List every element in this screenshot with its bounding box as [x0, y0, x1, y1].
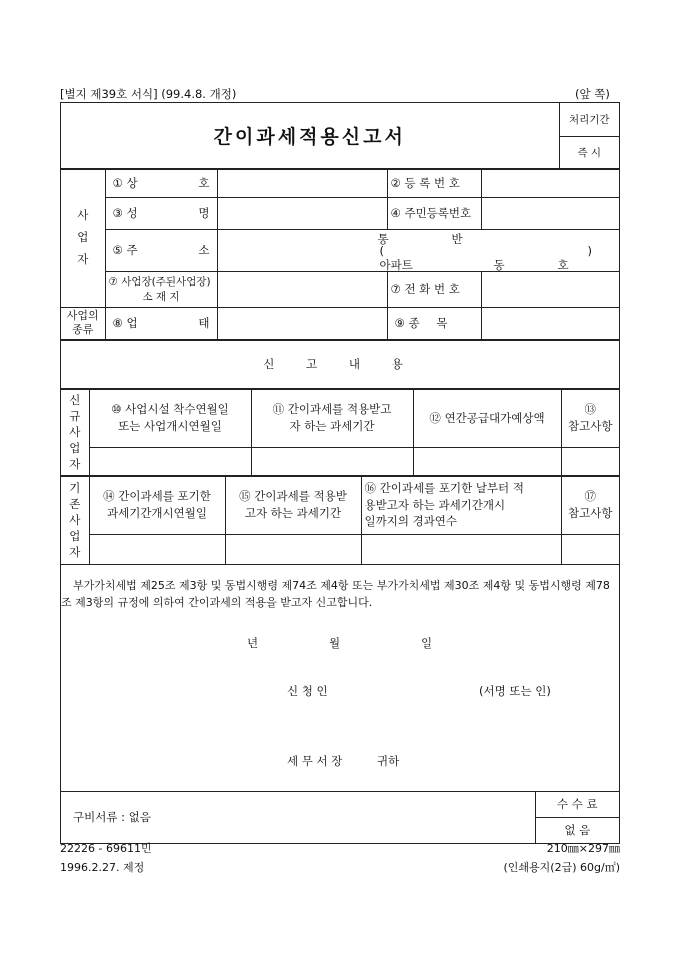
declaration-statement: 부가가치세법 제25조 제3항 및 동법시행령 제74조 제4항 또는 부가가치세법 제30조 제4항 및 동법시행령 제78조 제3항의 규정에 의하여 간이과세의 적용을 받고자 신고합니다.	[61, 578, 610, 610]
address-field[interactable]: 통 반 ( ) 아파트 동 호	[217, 229, 619, 271]
existing-business-section	[61, 476, 619, 565]
declaration-area	[61, 565, 619, 792]
report-content-heading	[61, 340, 619, 389]
business-location-field[interactable]	[217, 271, 387, 307]
date-day-label: 일	[421, 635, 433, 650]
target-period-field[interactable]	[225, 534, 361, 564]
date-year-label: 년	[247, 635, 259, 650]
report-form	[60, 102, 620, 844]
phone-label: ⑦ 전 화 번 호	[387, 271, 481, 307]
existing-reference-field[interactable]	[561, 534, 619, 564]
business-category-field[interactable]	[217, 307, 387, 339]
processing-period-value: 즉 시	[559, 136, 619, 168]
representative-name-field[interactable]	[217, 197, 387, 229]
registration-number-field[interactable]	[481, 169, 619, 197]
existing-business-section-label: 기 존 사 업 자	[61, 476, 89, 564]
elapsed-years-field[interactable]	[361, 534, 561, 564]
honorific-label: 귀하	[377, 753, 400, 768]
expected-supply-header: ⑫ 연간공급대가예상액	[413, 389, 561, 447]
elapsed-years-header: ⑯ 간이과세를 포기한 날부터 적 용받고자 하는 과세기간개시 일까지의 경과연수	[361, 476, 561, 534]
reference-field[interactable]	[561, 447, 619, 475]
start-date-header: ⑩ 사업시설 착수연월일 또는 사업개시연월일	[89, 389, 251, 447]
phone-field[interactable]	[481, 271, 619, 307]
paper-spec: (인쇄용지(2급) 60g/㎡)	[503, 861, 620, 874]
applicable-period-header: ⑪ 간이과세를 적용받고 자 하는 과세기간	[251, 389, 413, 447]
registration-number-label: ② 등 록 번 호	[387, 169, 481, 197]
processing-period-label: 처리기간	[559, 103, 619, 136]
page-side-label: (앞 쪽)	[575, 87, 610, 101]
business-item-field[interactable]	[481, 307, 619, 339]
form-reference: [별지 제39호 서식] (99.4.8. 개정)	[60, 87, 237, 101]
waiver-period-header: ⑭ 간이과세를 포기한 과세기간개시연월일	[89, 476, 225, 534]
fee-value: 없 음	[535, 818, 619, 843]
fee-label: 수 수 료	[535, 792, 619, 818]
business-location-label: ⑦ 사업장(주된사업장) 소 재 지	[105, 271, 217, 307]
enactment-date: 1996.2.27. 제정	[60, 861, 145, 874]
business-item-label: ⑨ 종 목	[387, 307, 481, 339]
expected-supply-field[interactable]	[413, 447, 561, 475]
date-month-label: 월	[329, 635, 341, 650]
target-period-header: ⑮ 간이과세를 적용받 고자 하는 과세기간	[225, 476, 361, 534]
attachments-label: 구비서류 : 없음	[73, 810, 151, 824]
business-category-label: ⑧ 업 태	[105, 307, 217, 339]
title-block	[61, 103, 619, 169]
attachments-fee-row	[61, 792, 619, 843]
resident-number-label: ④ 주민등록번호	[387, 197, 481, 229]
trade-name-label: ① 상 호	[105, 169, 217, 197]
new-business-section-label: 신 규 사 업 자	[61, 389, 89, 475]
business-section-label: 사 업 자	[61, 169, 105, 307]
applicant-label: 신 청 인	[287, 683, 328, 698]
representative-name-label: ③ 성 명	[105, 197, 217, 229]
paper-size: 210㎜×297㎜	[546, 842, 620, 855]
address-label: ⑤ 주 소	[105, 229, 217, 271]
trade-name-field[interactable]	[217, 169, 387, 197]
tax-office-label: 세 무 서 장	[287, 753, 343, 768]
form-code: 22226 - 69611민	[60, 842, 152, 855]
start-date-field[interactable]	[89, 447, 251, 475]
business-type-section-label: 사업의 종류	[61, 307, 105, 339]
signature-placeholder[interactable]: (서명 또는 인)	[479, 683, 551, 698]
existing-reference-header: ⑰ 참고사항	[561, 476, 619, 534]
waiver-period-field[interactable]	[89, 534, 225, 564]
form-title: 간이과세적용신고서	[61, 103, 559, 168]
report-content-label: 신 고 내 용	[61, 340, 619, 388]
reference-header: ⑬ 참고사항	[561, 389, 619, 447]
new-business-section	[61, 389, 619, 476]
business-section	[61, 169, 619, 340]
applicable-period-field[interactable]	[251, 447, 413, 475]
resident-number-field[interactable]	[481, 197, 619, 229]
